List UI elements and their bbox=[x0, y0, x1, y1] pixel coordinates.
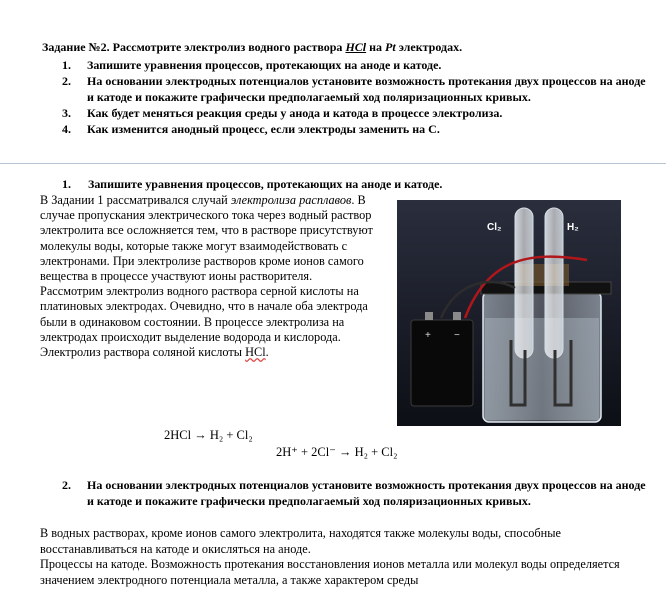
section1-p1-start: В Задании 1 рассматривался случай bbox=[40, 193, 231, 207]
task-title bbox=[42, 40, 462, 55]
left-tube bbox=[515, 208, 533, 358]
section2-p2: Процессы на катоде. Возможность протекания восстановления ионов металла или молекул воды определяется значением электродного потенциала металла, а также характером среды bbox=[40, 557, 620, 587]
question-number: 2. bbox=[62, 74, 71, 88]
section1-heading-text: Запишите уравнения процессов, протекающих на аноде и катоде. bbox=[88, 177, 443, 191]
question-text: Запишите уравнения процессов, протекающих на аноде и катоде. bbox=[87, 58, 442, 72]
section2-number: 2. bbox=[62, 478, 71, 492]
section1-heading bbox=[62, 177, 442, 192]
question-list bbox=[62, 57, 652, 137]
question-text: Как будет меняться реакция среды у анода и катода в процессе электролиза. bbox=[87, 106, 503, 120]
battery-terminal-right bbox=[453, 312, 461, 320]
section-divider bbox=[0, 163, 666, 164]
section1-number: 1. bbox=[62, 177, 71, 191]
battery-minus-label: − bbox=[454, 330, 460, 341]
label-h2: H₂ bbox=[567, 222, 579, 233]
question-text: На основании электродных потенциалов установите возможность протекания двух процессов на аноде и катоде и покажите графически предполагаемый ход поляризационных кривых. bbox=[87, 74, 646, 104]
section2-heading bbox=[62, 477, 652, 509]
task-title-hcl: HCl bbox=[345, 40, 367, 54]
section1-p1-italic: электролиза расплавов bbox=[230, 193, 352, 207]
equation-molecular: 2HCl → H₂ + Cl₂ bbox=[164, 428, 253, 442]
question-number: 3. bbox=[62, 106, 71, 120]
section1-p3-end: . bbox=[265, 345, 269, 360]
task-title-mid: на bbox=[366, 40, 386, 54]
question-item bbox=[62, 105, 652, 121]
question-item bbox=[62, 73, 652, 105]
section2-p1: В водных растворах, кроме ионов самого электролита, находятся также молекулы воды, способные восстанавливаться на катоде и окисляться на аноде. bbox=[40, 526, 561, 556]
section1-p3-start: Электролиз раствора соляной кислоты bbox=[40, 345, 246, 360]
battery-plus-label: + bbox=[425, 330, 431, 341]
section1-p3-hcl: HCl bbox=[245, 345, 266, 360]
label-cl2: Cl₂ bbox=[487, 222, 502, 233]
beaker-liquid bbox=[485, 318, 599, 420]
section2-body bbox=[40, 526, 660, 588]
task-title-prefix: Задание №2. Рассмотрите электролиз водного раствора bbox=[42, 40, 346, 54]
task-title-pt: Pt bbox=[385, 40, 396, 54]
task-title-suffix: электродах. bbox=[395, 40, 463, 54]
section1-p1-end: . В случае пропускания электрического тока через водный раствор электролита все осложняется тем, что в растворе присутствуют молекулы воды, которые также могут взаимодействовать с электронами. При электролизе растворов кроме ионов самого вещества в процессе участвуют ионы растворителя. bbox=[40, 193, 373, 284]
battery-terminal-left bbox=[425, 312, 433, 320]
question-text: Как изменится анодный процесс, если электроды заменить на С. bbox=[87, 122, 440, 136]
electrolysis-apparatus-photo bbox=[397, 200, 621, 426]
equation-ionic: 2H⁺ + 2Cl⁻ → H₂ + Cl₂ bbox=[276, 445, 398, 459]
right-tube bbox=[545, 208, 563, 358]
question-item bbox=[62, 57, 652, 73]
section1-p2: Рассмотрим электролиз водного раствора серной кислоты на платиновых электродах. Очевидно, что в начале оба электрода были в одинаковом состоянии. В процессе электролиза на электродах происходит выделение водорода и кислорода. bbox=[40, 284, 368, 344]
question-number: 1. bbox=[62, 58, 71, 72]
section1-body bbox=[40, 193, 385, 360]
battery bbox=[411, 320, 473, 406]
question-item bbox=[62, 121, 652, 137]
question-number: 4. bbox=[62, 122, 71, 136]
section2-heading-text: На основании электродных потенциалов установите возможность протекания двух процессов на аноде и катоде и покажите графически предполагаемый ход поляризационных кривых. bbox=[87, 478, 646, 508]
